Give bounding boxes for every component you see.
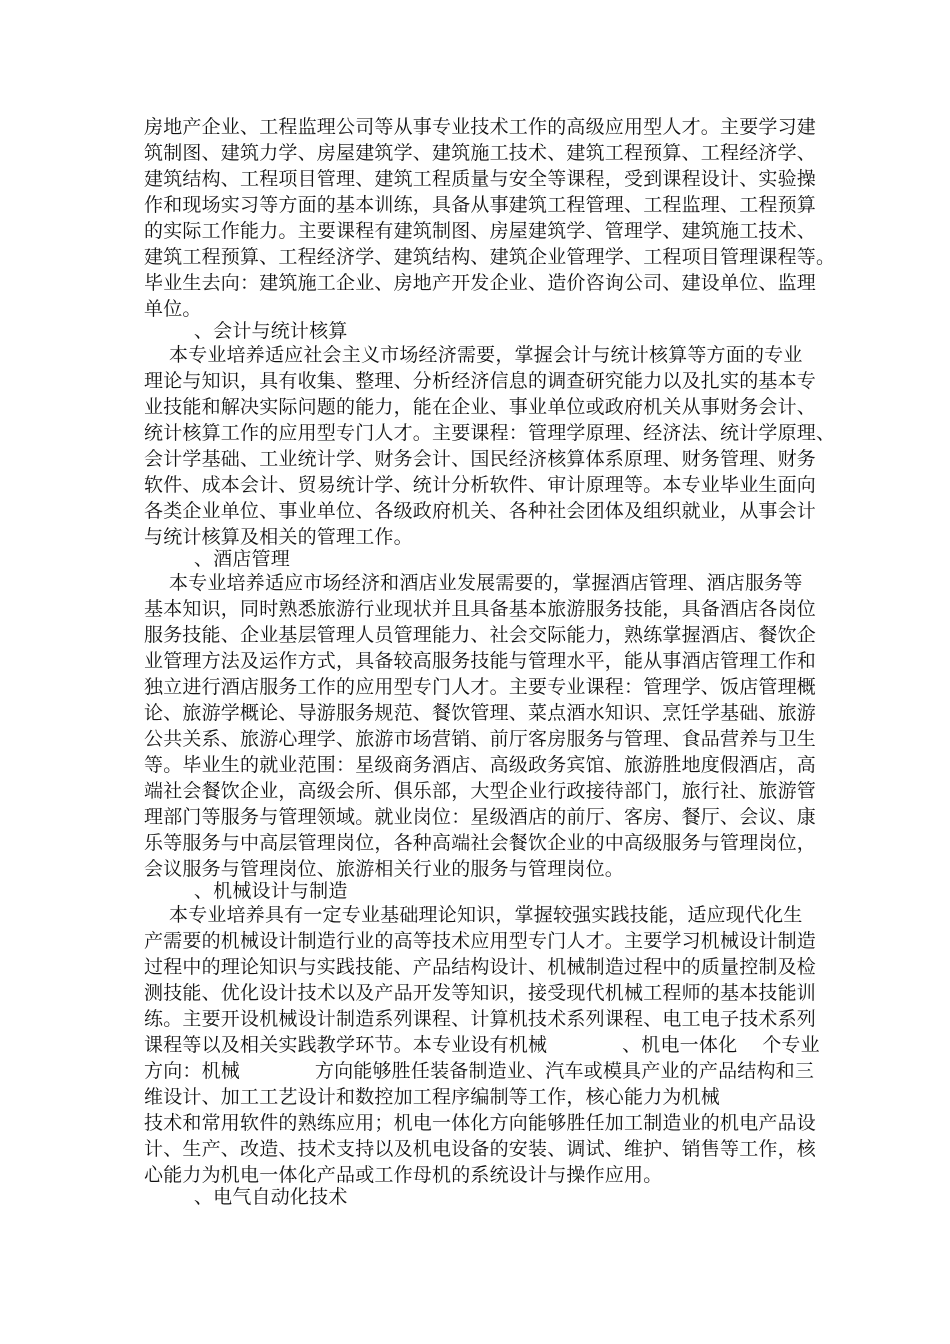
text-line: 各类企业单位、事业单位、各级政府机关、各种社会团体及组织就业，从事会计 — [144, 500, 817, 522]
text-line: 技术和常用软件的熟练应用；机电一体化方向能够胜任加工制造业的机电产品设 — [144, 1112, 817, 1134]
text-line: 房地产企业、工程监理公司等从事专业技术工作的高级应用型人才。主要学习建 — [144, 116, 817, 138]
text-line: 软件、成本会计、贸易统计学、统计分析软件、审计原理等。本专业毕业生面向 — [144, 474, 817, 496]
text-line: 作和现场实习等方面的基本训练，具备从事建筑工程管理、工程监理、工程预算 — [144, 194, 817, 216]
text-line: 的实际工作能力。主要课程有建筑制图、房屋建筑学、管理学、建筑施工技术、 — [144, 220, 817, 242]
text-line: 端社会餐饮企业，高级会所、俱乐部，大型企业行政接待部门，旅行社、旅游管 — [144, 780, 817, 802]
text-line: 等。毕业生的就业范围：星级商务酒店、高级政务宾馆、旅游胜地度假酒店，高 — [144, 754, 817, 776]
text-line: 单位。 — [144, 298, 202, 320]
text-line: 会议服务与管理岗位、旅游相关行业的服务与管理岗位。 — [144, 858, 625, 880]
text-line: 公共关系、旅游心理学、旅游市场营销、前厅客房服务与管理、食品营养与卫生 — [144, 728, 817, 750]
text-line: 统计核算工作的应用型专门人才。主要课程：管理学原理、经济法、统计学原理、 — [144, 422, 836, 444]
text-line: 心能力为机电一体化产品或工作母机的系统设计与操作应用。 — [144, 1164, 663, 1186]
text-line: 过程中的理论知识与实践技能、产品结构设计、机械制造过程中的质量控制及检 — [144, 956, 817, 978]
text-line: 测技能、优化设计技术以及产品开发等知识，接受现代机械工程师的基本技能训 — [144, 982, 817, 1004]
text-line: 产需要的机械设计制造行业的高等技术应用型专门人才。主要学习机械设计制造 — [144, 930, 817, 952]
text-line: 理论与知识，具有收集、整理、分析经济信息的调查研究能力以及扎实的基本专 — [144, 370, 817, 392]
text-line: 乐等服务与中高层管理岗位，各种高端社会餐饮企业的中高级服务与管理岗位， — [144, 832, 817, 854]
text-line: 会计学基础、工业统计学、财务会计、国民经济核算体系原理、财务管理、财务 — [144, 448, 817, 470]
text-line: 业技能和解决实际问题的能力，能在企业、事业单位或政府机关从事财务会计、 — [144, 396, 817, 418]
text-line: 本专业培养具有一定专业基础理论知识，掌握较强实践技能，适应现代化生 — [144, 904, 803, 926]
section-heading: 、会计与统计核算 — [144, 320, 348, 342]
text-line: 基本知识，同时熟悉旅游行业现状并且具备基本旅游服务技能，具备酒店各岗位 — [144, 598, 817, 620]
text-line: 建筑工程预算、工程经济学、建筑结构、建筑企业管理学、工程项目管理课程等。 — [144, 246, 836, 268]
text-line: 理部门等服务与管理领域。就业岗位：星级酒店的前厅、客房、餐厅、会议、康 — [144, 806, 817, 828]
text-line: 与统计核算及相关的管理工作。 — [144, 526, 413, 548]
text-line: 练。主要开设机械设计制造系列课程、计算机技术系列课程、电工电子技术系列 — [144, 1008, 817, 1030]
text-line: 服务技能、企业基层管理人员管理能力、社会交际能力，熟练掌握酒店、餐饮企 — [144, 624, 817, 646]
text-line: 维设计、加工工艺设计和数控加工程序编制等工作，核心能力为机械 — [144, 1086, 721, 1108]
text-line: 业管理方法及运作方式，具备较高服务技能与管理水平，能从事酒店管理工作和 — [144, 650, 817, 672]
text-line: 本专业培养适应市场经济和酒店业发展需要的，掌握酒店管理、酒店服务等 — [144, 572, 803, 594]
section-heading: 、电气自动化技术 — [144, 1186, 348, 1208]
text-line: 建筑结构、工程项目管理、建筑工程质量与安全等课程，受到课程设计、实验操 — [144, 168, 817, 190]
text-line: 方向：机械 方向能够胜任装备制造业、汽车或模具产业的产品结构和三 — [144, 1060, 815, 1082]
text-line: 独立进行酒店服务工作的应用型专门人才。主要专业课程：管理学、饭店管理概 — [144, 676, 817, 698]
text-line: 本专业培养适应社会主义市场经济需要，掌握会计与统计核算等方面的专业 — [144, 344, 803, 366]
text-line: 毕业生去向：建筑施工企业、房地产开发企业、造价咨询公司、建设单位、监理 — [144, 272, 817, 294]
text-line: 课程等以及相关实践教学环节。本专业设有机械 、机电一体化 个专业 — [144, 1034, 820, 1056]
section-heading: 、酒店管理 — [144, 548, 290, 570]
text-line: 计、生产、改造、技术支持以及机电设备的安装、调试、维护、销售等工作，核 — [144, 1138, 817, 1160]
section-heading: 、机械设计与制造 — [144, 880, 348, 902]
text-line: 论、旅游学概论、导游服务规范、餐饮管理、菜点酒水知识、烹饪学基础、旅游 — [144, 702, 817, 724]
text-line: 筑制图、建筑力学、房屋建筑学、建筑施工技术、建筑工程预算、工程经济学、 — [144, 142, 817, 164]
